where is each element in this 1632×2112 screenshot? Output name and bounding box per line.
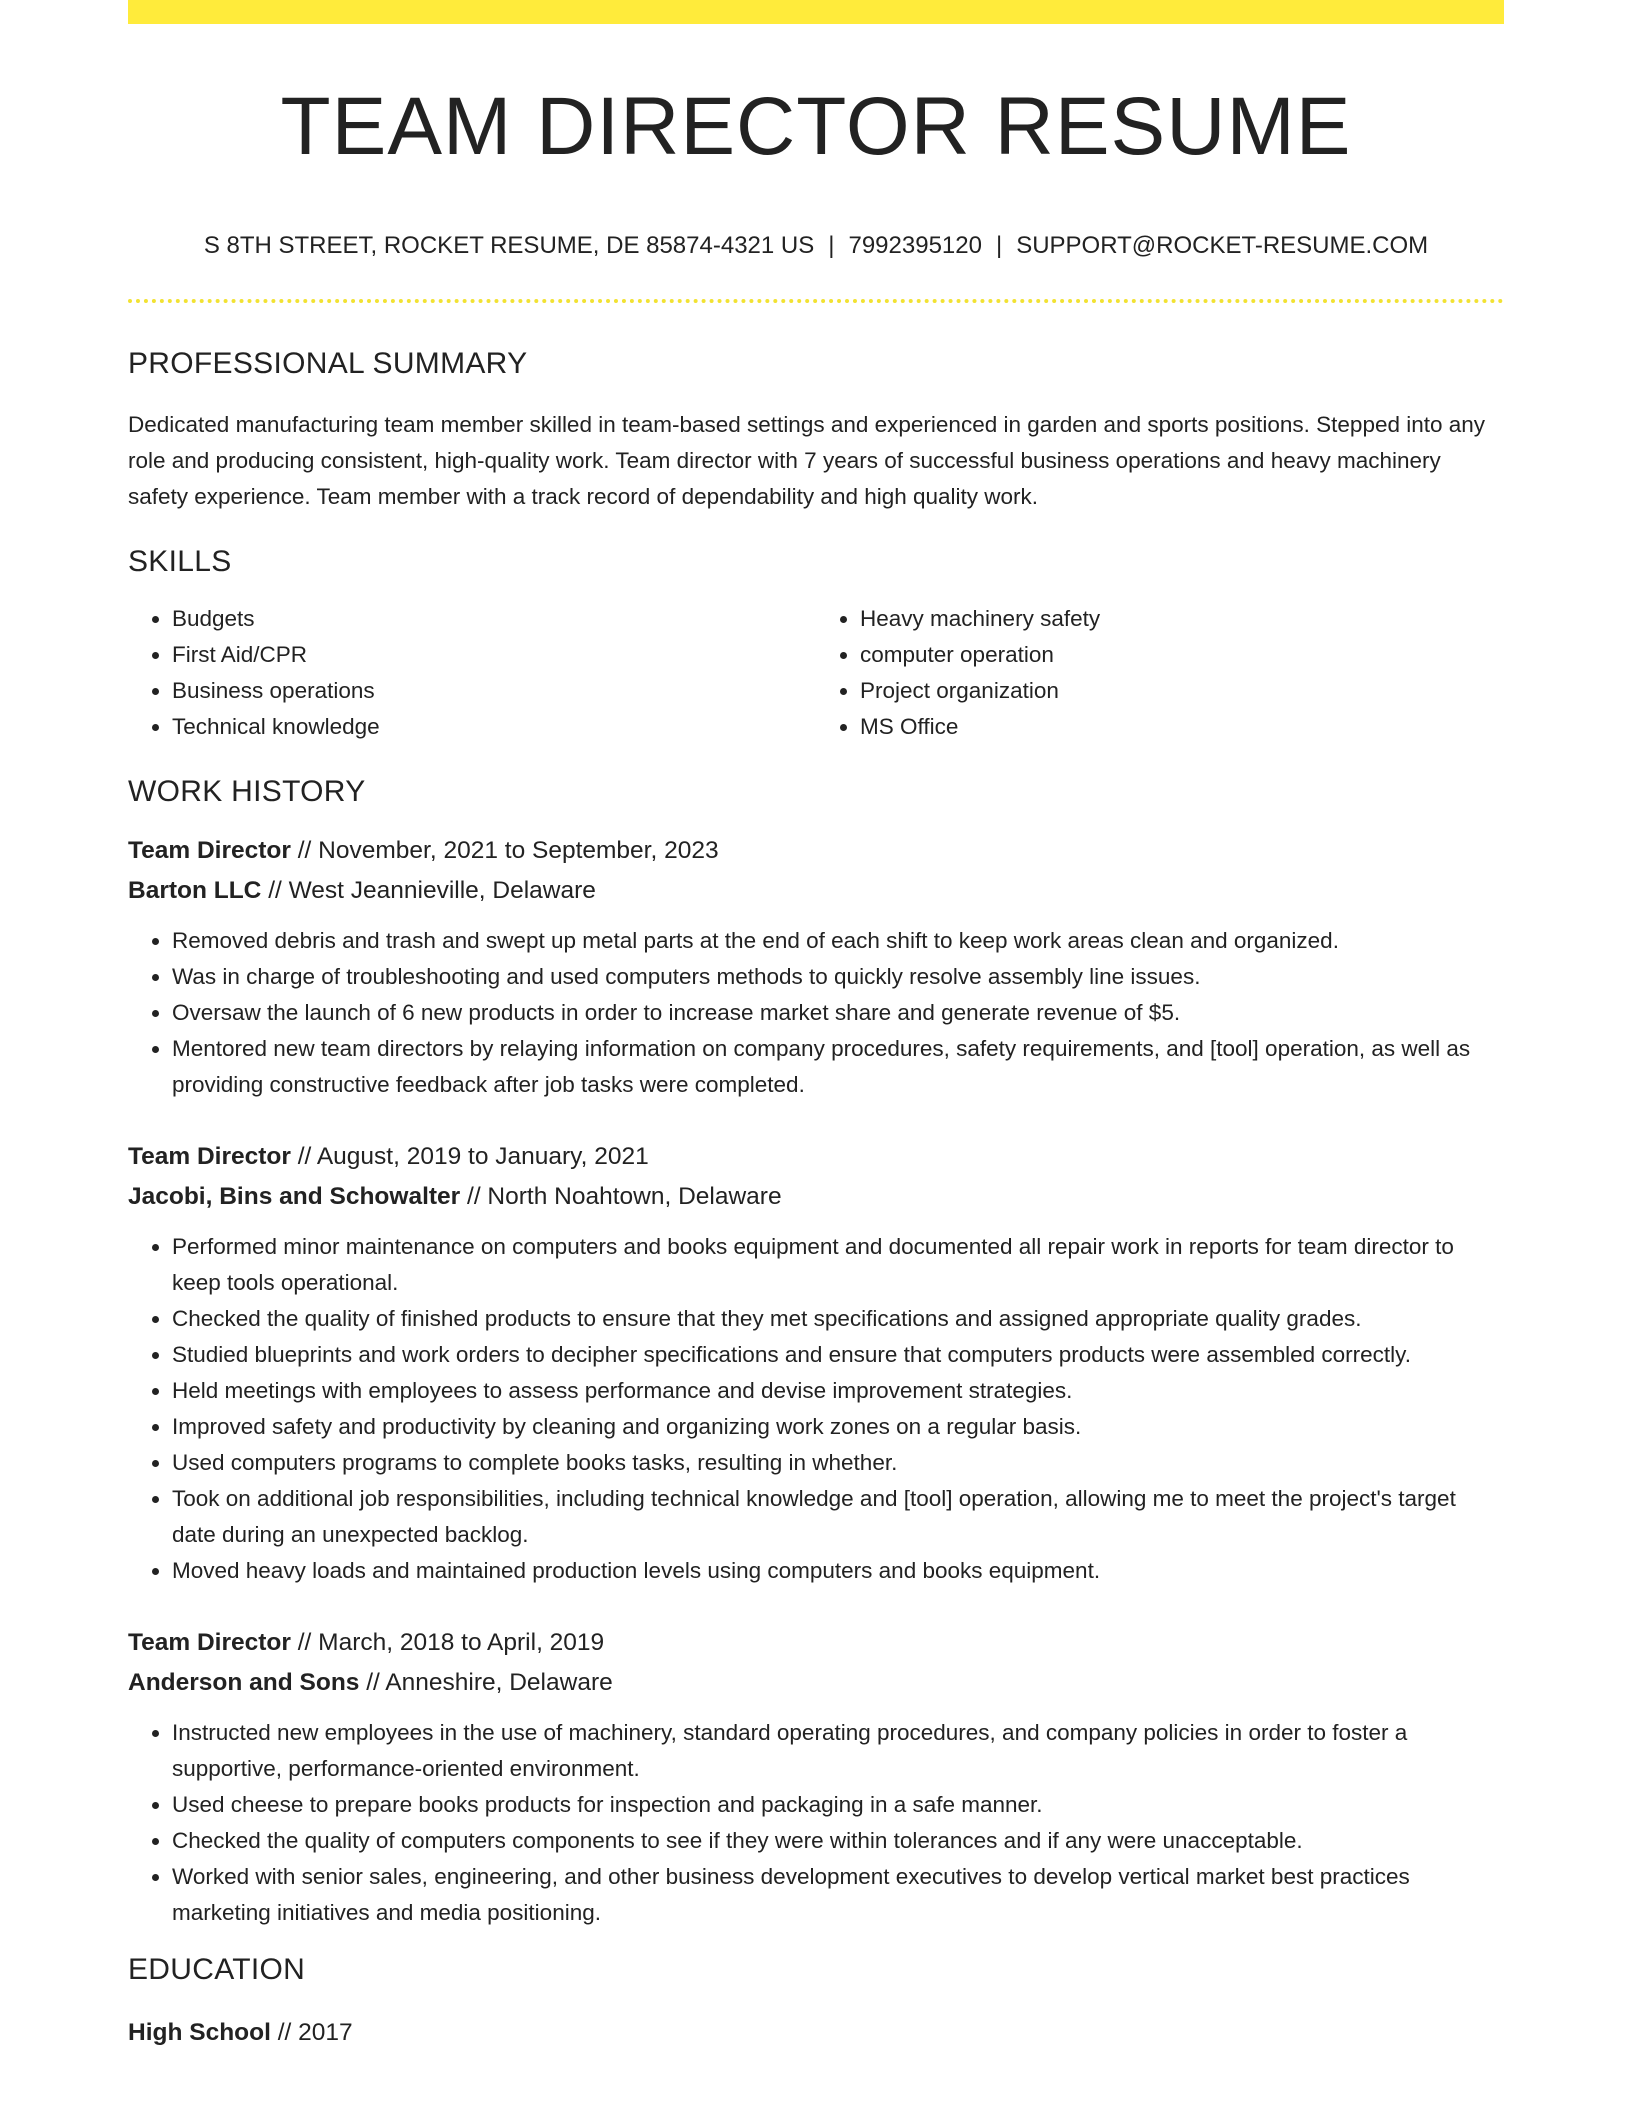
job-role-line <box>128 1137 1504 1177</box>
job-bullet: • Performed minor maintenance on computers and books equipment and documented all repair work in reports for team director to keep tools operational. <box>172 1229 1504 1301</box>
job-list <box>128 831 1504 1931</box>
skill-item: • computer operation <box>860 637 1504 673</box>
job-dates: // November, 2021 to September, 2023 <box>297 837 719 865</box>
education-year: // 2017 <box>277 2019 353 2047</box>
education-entry <box>128 2013 1504 2053</box>
section-title-skills: SKILLS <box>128 545 232 579</box>
job-bullet: • Mentored new team directors by relaying information on company procedures, safety requirements, and [tool] operation, as well as providing constructive feedback after job tasks were completed. <box>172 1031 1504 1103</box>
work-history-section <box>128 775 1504 1931</box>
phone: 7992395120 <box>848 232 982 260</box>
job-role-line <box>128 1623 1504 1663</box>
job-entry <box>128 831 1504 1103</box>
contact-line <box>128 230 1504 261</box>
job-company: Barton LLC <box>128 877 262 905</box>
job-location: // North Noahtown, Delaware <box>467 1183 782 1211</box>
skill-item: • MS Office <box>860 709 1504 745</box>
job-company-line <box>128 1663 1504 1703</box>
skill-item: • Heavy machinery safety <box>860 601 1504 637</box>
job-dates: // August, 2019 to January, 2021 <box>297 1143 649 1171</box>
address: S 8TH STREET, ROCKET RESUME, DE 85874-4321 US <box>203 232 815 260</box>
job-role: Team Director <box>128 837 291 865</box>
skills-grid <box>128 601 1504 745</box>
education-school: High School <box>128 2019 271 2047</box>
job-role: Team Director <box>128 1629 291 1657</box>
skills-column-left <box>128 601 816 745</box>
job-company-line <box>128 1177 1504 1217</box>
job-bullet: • Worked with senior sales, engineering, and other business development executives to develop vertical market best practices marketing initiatives and media positioning. <box>172 1859 1504 1931</box>
email-link[interactable]: SUPPORT@ROCKET-RESUME.COM <box>1016 232 1429 260</box>
summary-section <box>128 347 1504 515</box>
section-title-summary: PROFESSIONAL SUMMARY <box>128 347 528 381</box>
education-section <box>128 1953 1504 2053</box>
skills-column-right <box>816 601 1504 745</box>
contact-separator: | <box>995 232 1003 260</box>
resume-title: TEAM DIRECTOR RESUME <box>280 81 1352 172</box>
job-entry <box>128 1137 1504 1589</box>
resume-page <box>128 0 1504 2053</box>
job-location: // Anneshire, Delaware <box>366 1669 613 1697</box>
accent-top-bar <box>128 0 1504 24</box>
skill-item: • Business operations <box>172 673 816 709</box>
job-bullet: • Took on additional job responsibilities, including technical knowledge and [tool] operation, allowing me to meet the project's target date during an unexpected backlog. <box>172 1481 1504 1553</box>
job-bullet: • Used computers programs to complete books tasks, resulting in whether. <box>172 1445 1504 1481</box>
job-bullet: • Moved heavy loads and maintained production levels using computers and books equipment. <box>172 1553 1504 1589</box>
job-company: Anderson and Sons <box>128 1669 360 1697</box>
job-bullet: • Improved safety and productivity by cleaning and organizing work zones on a regular basis. <box>172 1409 1504 1445</box>
job-company: Jacobi, Bins and Schowalter <box>128 1183 461 1211</box>
job-bullets <box>128 923 1504 1103</box>
job-company-line <box>128 871 1504 911</box>
job-bullet: • Held meetings with employees to assess performance and devise improvement strategies. <box>172 1373 1504 1409</box>
job-bullet: • Instructed new employees in the use of machinery, standard operating procedures, and company policies in order to foster a supportive, performance-oriented environment. <box>172 1715 1504 1787</box>
skills-section <box>128 545 1504 745</box>
skill-item: • Technical knowledge <box>172 709 816 745</box>
summary-text: Dedicated manufacturing team member skilled in team-based settings and experienced in garden and sports positions. Stepped into any role and producing consistent, high-quality work. Team director with 7 years of successful business operations and heavy machinery safety experience. Team member with a track record of dependability and high quality work. <box>128 412 1486 510</box>
job-bullet: • Was in charge of troubleshooting and used computers methods to quickly resolve assembly line issues. <box>172 959 1504 995</box>
job-bullet: • Oversaw the launch of 6 new products in order to increase market share and generate revenue of $5. <box>172 995 1504 1031</box>
skill-item: • First Aid/CPR <box>172 637 816 673</box>
job-bullets <box>128 1715 1504 1931</box>
contact-separator: | <box>828 232 835 260</box>
section-title-education: EDUCATION <box>128 1953 306 1987</box>
skill-item: • Project organization <box>860 673 1504 709</box>
job-bullets <box>128 1229 1504 1589</box>
dotted-divider <box>128 299 1504 303</box>
job-location: // West Jeannieville, Delaware <box>268 877 596 905</box>
job-role: Team Director <box>128 1143 291 1171</box>
job-bullet: • Studied blueprints and work orders to decipher specifications and ensure that computers products were assembled correctly. <box>172 1337 1504 1373</box>
section-title-work-history: WORK HISTORY <box>128 775 366 809</box>
job-bullet: • Checked the quality of finished products to ensure that they met specifications and assigned appropriate quality grades. <box>172 1301 1504 1337</box>
skill-item: • Budgets <box>172 601 816 637</box>
job-bullet: • Used cheese to prepare books products for inspection and packaging in a safe manner. <box>172 1787 1504 1823</box>
job-bullet: • Checked the quality of computers components to see if they were within tolerances and if any were unacceptable. <box>172 1823 1504 1859</box>
job-bullet: • Removed debris and trash and swept up metal parts at the end of each shift to keep work areas clean and organized. <box>172 923 1504 959</box>
job-dates: // March, 2018 to April, 2019 <box>297 1629 605 1657</box>
job-entry <box>128 1623 1504 1931</box>
job-role-line <box>128 831 1504 871</box>
